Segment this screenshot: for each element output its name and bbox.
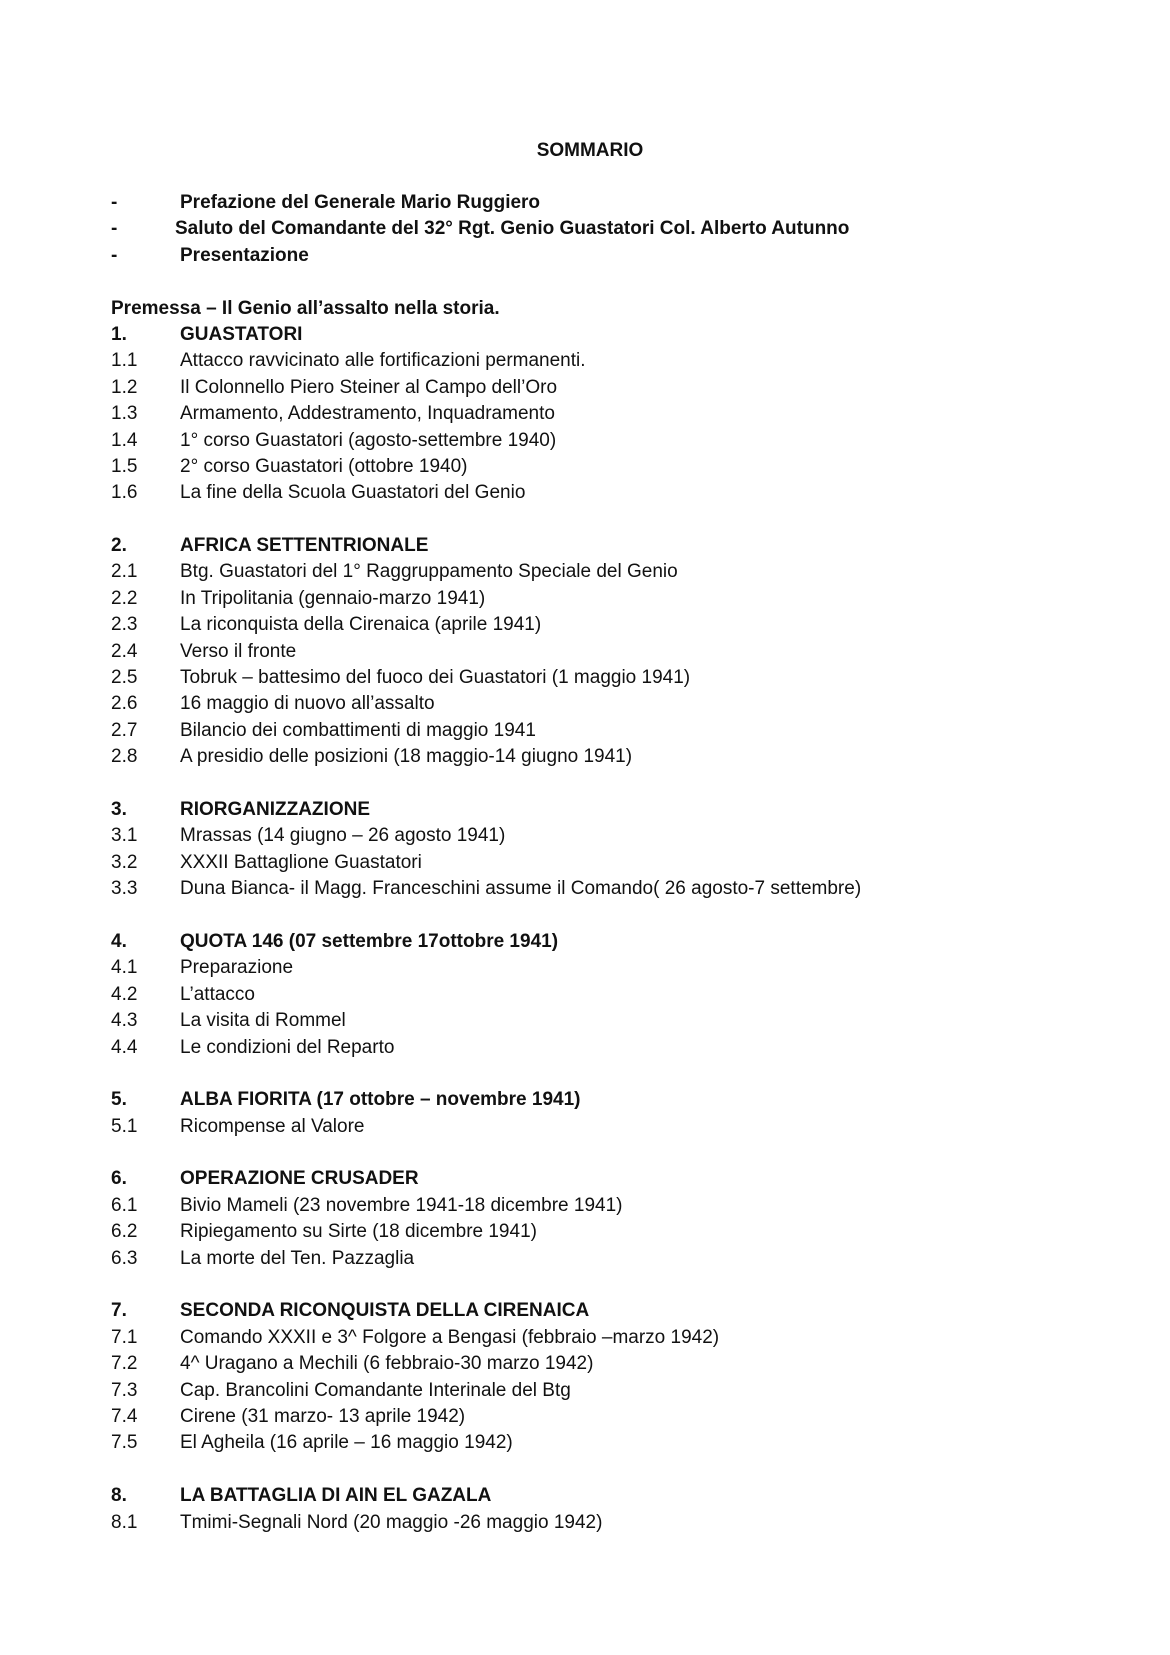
toc-section-text: Cap. Brancolini Comandante Interinale del Btg — [180, 1379, 571, 1401]
spacer — [111, 771, 1111, 797]
toc-section-item — [111, 823, 1111, 849]
toc-section-item — [111, 1325, 1111, 1351]
toc-section-number: 4.4 — [111, 1036, 138, 1058]
toc-section-number: 6.2 — [111, 1221, 138, 1243]
toc-chapter-title: OPERAZIONE CRUSADER — [180, 1168, 419, 1190]
toc-section-text: Il Colonnello Piero Steiner al Campo dell’Oro — [180, 376, 558, 398]
spacer — [111, 1272, 1111, 1298]
toc-section-text: 2° corso Guastatori (ottobre 1940) — [180, 455, 468, 477]
toc-section-number: 2.4 — [111, 640, 138, 662]
spacer — [111, 269, 1111, 295]
toc-chapter-heading — [111, 1298, 1111, 1324]
toc-section-item — [111, 718, 1111, 744]
toc-section-number: 4.3 — [111, 1010, 138, 1032]
toc-section-number: 2.3 — [111, 614, 138, 636]
toc-section-text: La fine della Scuola Guastatori del Genio — [180, 482, 526, 504]
spacer — [111, 1061, 1111, 1087]
toc-chapter-title: LA BATTAGLIA DI AIN EL GAZALA — [180, 1485, 492, 1507]
toc-section-number: 7.2 — [111, 1353, 138, 1375]
spacer — [111, 507, 1111, 533]
toc-section-number: 1.5 — [111, 455, 138, 477]
toc-section-number: 7.1 — [111, 1326, 138, 1348]
toc-section-number: 3.1 — [111, 825, 138, 847]
toc-chapter-number: 7. — [111, 1300, 127, 1322]
toc-chapter-number: 4. — [111, 930, 127, 952]
page-title: SOMMARIO — [536, 140, 644, 161]
toc-section-item — [111, 1035, 1111, 1061]
toc-item-text: Prefazione del Generale Mario Ruggiero — [180, 192, 541, 213]
toc-section-number: 6.1 — [111, 1194, 138, 1216]
toc-section-number: 4.2 — [111, 983, 138, 1005]
toc-section-item — [111, 1510, 1111, 1536]
toc-chapter-heading — [111, 929, 1111, 955]
toc-section-number: 1.6 — [111, 482, 138, 504]
toc-section-text: Preparazione — [180, 957, 294, 979]
toc-chapter-number: 2. — [111, 535, 127, 557]
toc-front-item — [111, 243, 1111, 269]
toc-section-number: 3.2 — [111, 851, 138, 873]
toc-chapter-heading — [111, 1483, 1111, 1509]
toc-chapter-heading — [111, 322, 1111, 348]
toc-section-text: Verso il fronte — [180, 640, 297, 662]
toc-item-text: Premessa – Il Genio all’assalto nella storia. — [111, 297, 500, 319]
toc-section-text: Bivio Mameli (23 novembre 1941-18 dicembre 1941) — [180, 1194, 623, 1216]
toc-section-number: 2.7 — [111, 719, 138, 741]
toc-section-item — [111, 1246, 1111, 1272]
toc-section-number: 1.4 — [111, 429, 138, 451]
toc-chapter-number: 3. — [111, 798, 127, 820]
toc-section-item — [111, 1378, 1111, 1404]
table-of-contents — [111, 190, 1111, 1536]
toc-bullet: - — [111, 244, 118, 266]
toc-section-text: El Agheila (16 aprile – 16 maggio 1942) — [180, 1432, 513, 1454]
toc-premessa — [111, 296, 1111, 322]
toc-chapter-number: 5. — [111, 1089, 127, 1111]
toc-section-text: Ricompense al Valore — [180, 1115, 365, 1137]
toc-section-text: Tmimi-Segnali Nord (20 maggio -26 maggio 1942) — [180, 1511, 603, 1533]
toc-chapter-title: QUOTA 146 (07 settembre 17ottobre 1941) — [180, 930, 559, 952]
toc-section-item — [111, 1430, 1111, 1456]
toc-section-item — [111, 1008, 1111, 1034]
toc-section-text: In Tripolitania (gennaio-marzo 1941) — [180, 587, 486, 609]
toc-bullet: - — [111, 218, 118, 240]
toc-section-item — [111, 665, 1111, 691]
toc-section-item — [111, 586, 1111, 612]
toc-section-item — [111, 1404, 1111, 1430]
toc-section-item — [111, 744, 1111, 770]
spacer — [111, 903, 1111, 929]
toc-section-item — [111, 480, 1111, 506]
toc-section-item — [111, 1114, 1111, 1140]
toc-section-item — [111, 375, 1111, 401]
toc-section-text: 16 maggio di nuovo all’assalto — [180, 693, 435, 715]
toc-section-text: Cirene (31 marzo- 13 aprile 1942) — [180, 1405, 466, 1427]
toc-chapter-heading — [111, 1166, 1111, 1192]
toc-section-text: Comando XXXII e 3^ Folgore a Bengasi (febbraio –marzo 1942) — [180, 1326, 720, 1348]
toc-section-text: Attacco ravvicinato alle fortificazioni permanenti. — [180, 350, 586, 372]
toc-section-text: XXXII Battaglione Guastatori — [180, 851, 422, 873]
toc-section-number: 7.5 — [111, 1432, 138, 1454]
toc-section-number: 2.8 — [111, 746, 138, 768]
toc-item-text: Presentazione — [180, 244, 309, 266]
toc-chapter-title: RIORGANIZZAZIONE — [180, 798, 370, 820]
toc-section-item — [111, 454, 1111, 480]
toc-chapter-title: AFRICA SETTENTRIONALE — [180, 535, 429, 557]
toc-section-item — [111, 1351, 1111, 1377]
toc-section-item — [111, 982, 1111, 1008]
toc-section-item — [111, 639, 1111, 665]
spacer — [111, 1140, 1111, 1166]
toc-bullet: - — [111, 192, 118, 213]
toc-chapter-heading — [111, 1087, 1111, 1113]
toc-section-number: 8.1 — [111, 1511, 138, 1533]
toc-section-item — [111, 876, 1111, 902]
toc-section-item — [111, 955, 1111, 981]
toc-section-number: 6.3 — [111, 1247, 138, 1269]
toc-section-text: Le condizioni del Reparto — [180, 1036, 395, 1058]
toc-section-text: L’attacco — [180, 983, 255, 1005]
toc-section-number: 1.1 — [111, 350, 138, 372]
toc-section-number: 3.3 — [111, 878, 138, 900]
toc-section-number: 1.3 — [111, 403, 138, 425]
toc-section-item — [111, 559, 1111, 585]
toc-section-item — [111, 691, 1111, 717]
toc-section-text: Tobruk – battesimo del fuoco dei Guastatori (1 maggio 1941) — [180, 667, 691, 689]
toc-chapter-number: 8. — [111, 1485, 127, 1507]
toc-section-item — [111, 401, 1111, 427]
toc-chapters — [111, 322, 1111, 1536]
toc-section-text: 4^ Uragano a Mechili (6 febbraio-30 marzo 1942) — [180, 1353, 594, 1375]
toc-section-number: 7.4 — [111, 1405, 138, 1427]
toc-chapter-title: ALBA FIORITA (17 ottobre – novembre 1941) — [180, 1089, 581, 1111]
toc-front-item — [111, 190, 1111, 216]
toc-section-item — [111, 850, 1111, 876]
toc-section-number: 4.1 — [111, 957, 138, 979]
toc-section-text: Mrassas (14 giugno – 26 agosto 1941) — [180, 825, 506, 847]
toc-section-text: La visita di Rommel — [180, 1010, 346, 1032]
toc-section-text: La morte del Ten. Pazzaglia — [180, 1247, 415, 1269]
toc-item-text: Saluto del Comandante del 32° Rgt. Genio Guastatori Col. Alberto Autunno — [175, 218, 850, 240]
toc-chapter-heading — [111, 797, 1111, 823]
toc-section-text: Ripiegamento su Sirte (18 dicembre 1941) — [180, 1221, 537, 1243]
toc-chapter-number: 6. — [111, 1168, 127, 1190]
toc-section-number: 2.6 — [111, 693, 138, 715]
toc-section-text: Btg. Guastatori del 1° Raggruppamento Speciale del Genio — [180, 561, 678, 583]
toc-section-item — [111, 348, 1111, 374]
toc-chapter-title: SECONDA RICONQUISTA DELLA CIRENAICA — [180, 1300, 590, 1322]
toc-section-item — [111, 1219, 1111, 1245]
toc-section-number: 5.1 — [111, 1115, 138, 1137]
toc-chapter-number: 1. — [111, 323, 127, 345]
toc-section-number: 1.2 — [111, 376, 138, 398]
toc-section-text: 1° corso Guastatori (agosto-settembre 1940) — [180, 429, 557, 451]
toc-section-item — [111, 428, 1111, 454]
spacer — [111, 1457, 1111, 1483]
toc-section-number: 2.2 — [111, 587, 138, 609]
toc-front-item — [111, 216, 1111, 242]
toc-section-number: 2.5 — [111, 667, 138, 689]
toc-section-text: Duna Bianca- il Magg. Franceschini assume il Comando( 26 agosto-7 settembre) — [180, 878, 862, 900]
toc-chapter-title: GUASTATORI — [180, 323, 303, 345]
toc-chapter-heading — [111, 533, 1111, 559]
toc-section-number: 2.1 — [111, 561, 138, 583]
toc-section-text: A presidio delle posizioni (18 maggio-14 giugno 1941) — [180, 746, 633, 768]
toc-section-number: 7.3 — [111, 1379, 138, 1401]
toc-section-item — [111, 612, 1111, 638]
toc-section-text: Bilancio dei combattimenti di maggio 1941 — [180, 719, 536, 741]
toc-section-text: Armamento, Addestramento, Inquadramento — [180, 403, 555, 425]
toc-section-item — [111, 1193, 1111, 1219]
toc-section-text: La riconquista della Cirenaica (aprile 1941) — [180, 614, 542, 636]
